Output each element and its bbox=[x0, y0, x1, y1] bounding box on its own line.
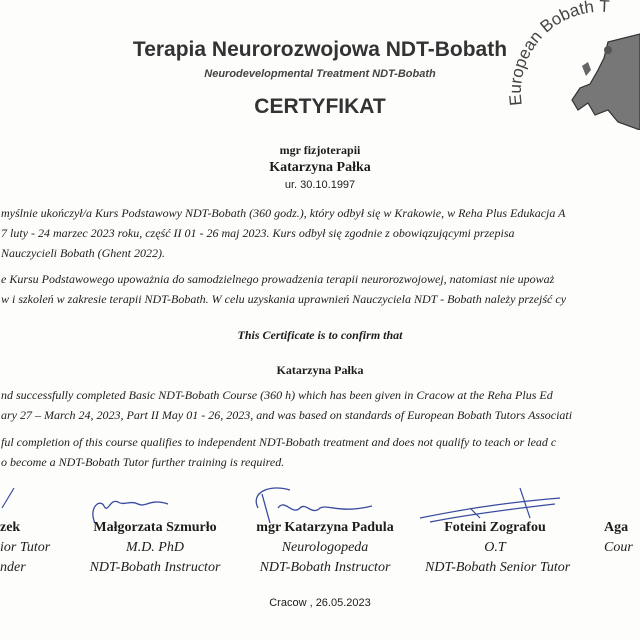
svg-text:European Bobath T: European Bobath T bbox=[505, 0, 611, 107]
signatory-name: Foteini Zografou bbox=[444, 520, 546, 535]
signatory-name: Małgorzata Szmurło bbox=[93, 520, 217, 535]
signatory-title: Neurologopeda bbox=[281, 540, 369, 555]
recipient-name: Katarzyna Pałka bbox=[269, 160, 371, 175]
signatory-role: ior Tutor bbox=[0, 540, 51, 555]
polish-paragraph-line: Nauczycieli Bobath (Ghent 2022). bbox=[1, 246, 165, 260]
certificate-subtitle: Neurodevelopmental Treatment NDT-Bobath bbox=[204, 68, 436, 80]
signatory-name: mgr Katarzyna Padula bbox=[256, 520, 394, 535]
english-paragraph-line: o become a NDT-Bobath Tutor further training is required. bbox=[1, 455, 285, 469]
place-and-date: Cracow , 26.05.2023 bbox=[269, 597, 371, 609]
recipient-name-english: Katarzyna Pałka bbox=[276, 363, 364, 377]
signatory-1 bbox=[0, 518, 50, 578]
signatory-title: Cour bbox=[604, 540, 633, 555]
certificate-heading: CERTYFIKAT bbox=[254, 95, 386, 118]
signatory-role-extra: nder bbox=[0, 560, 26, 575]
english-paragraph-line: ful completion of this course qualifies to independent NDT-Bobath treatment and does not qualify to teach or lead c bbox=[1, 435, 557, 449]
signatory-5 bbox=[604, 518, 633, 558]
certificate-title: Terapia Neurorozwojowa NDT-Bobath bbox=[132, 38, 508, 61]
polish-paragraph-line: e Kursu Podstawowego upoważnia do samodzielnego prowadzenia terapii neurorozwojowej, natomiast nie upoważ bbox=[1, 272, 555, 286]
signatory-2 bbox=[85, 518, 225, 578]
polish-paragraph-line: myślnie ukończył/a Kurs Podstawowy NDT-Bobath (360 godz.), który odbył się w Krakowie, w Reha Plus Edukacja A bbox=[1, 206, 566, 220]
signatory-title: O.T bbox=[484, 540, 506, 555]
polish-paragraph-line: w i szkoleń w zakresie terapii NDT-Bobath. W celu uzyskania uprawnień Nauczyciela NDT - Bobath należy przejść cy bbox=[1, 292, 567, 306]
signatory-4 bbox=[425, 518, 571, 578]
signatory-name: Aga bbox=[604, 520, 629, 535]
polish-paragraph-line: 7 luty - 24 marzec 2023 roku, część II 01 - 26 maj 2023. Kurs odbył się zgodnie z obowiązującymi przepisa bbox=[1, 226, 515, 240]
recipient-birthdate: ur. 30.10.1997 bbox=[284, 179, 356, 191]
confirm-statement: This Certificate is to confirm that bbox=[237, 328, 403, 342]
recipient-degree: mgr fizjoterapii bbox=[279, 143, 361, 157]
signatory-name: zek bbox=[0, 520, 21, 535]
signatory-role: NDT-Bobath Instructor bbox=[259, 560, 391, 575]
signatory-3 bbox=[255, 518, 395, 578]
signatory-title: M.D. PhD bbox=[126, 540, 184, 555]
english-paragraph-line: nd successfully completed Basic NDT-Bobath Course (360 h) which has been given in Cracow at the Reha Plus Ed bbox=[1, 388, 553, 402]
english-paragraph-line: ary 27 – March 24, 2023, Part II May 01 - 26, 2023, and was based on standards of European Bobath Tutors Associati bbox=[1, 408, 573, 422]
signatory-role: NDT-Bobath Instructor bbox=[89, 560, 221, 575]
signatory-role: NDT-Bobath Senior Tutor bbox=[425, 560, 571, 575]
